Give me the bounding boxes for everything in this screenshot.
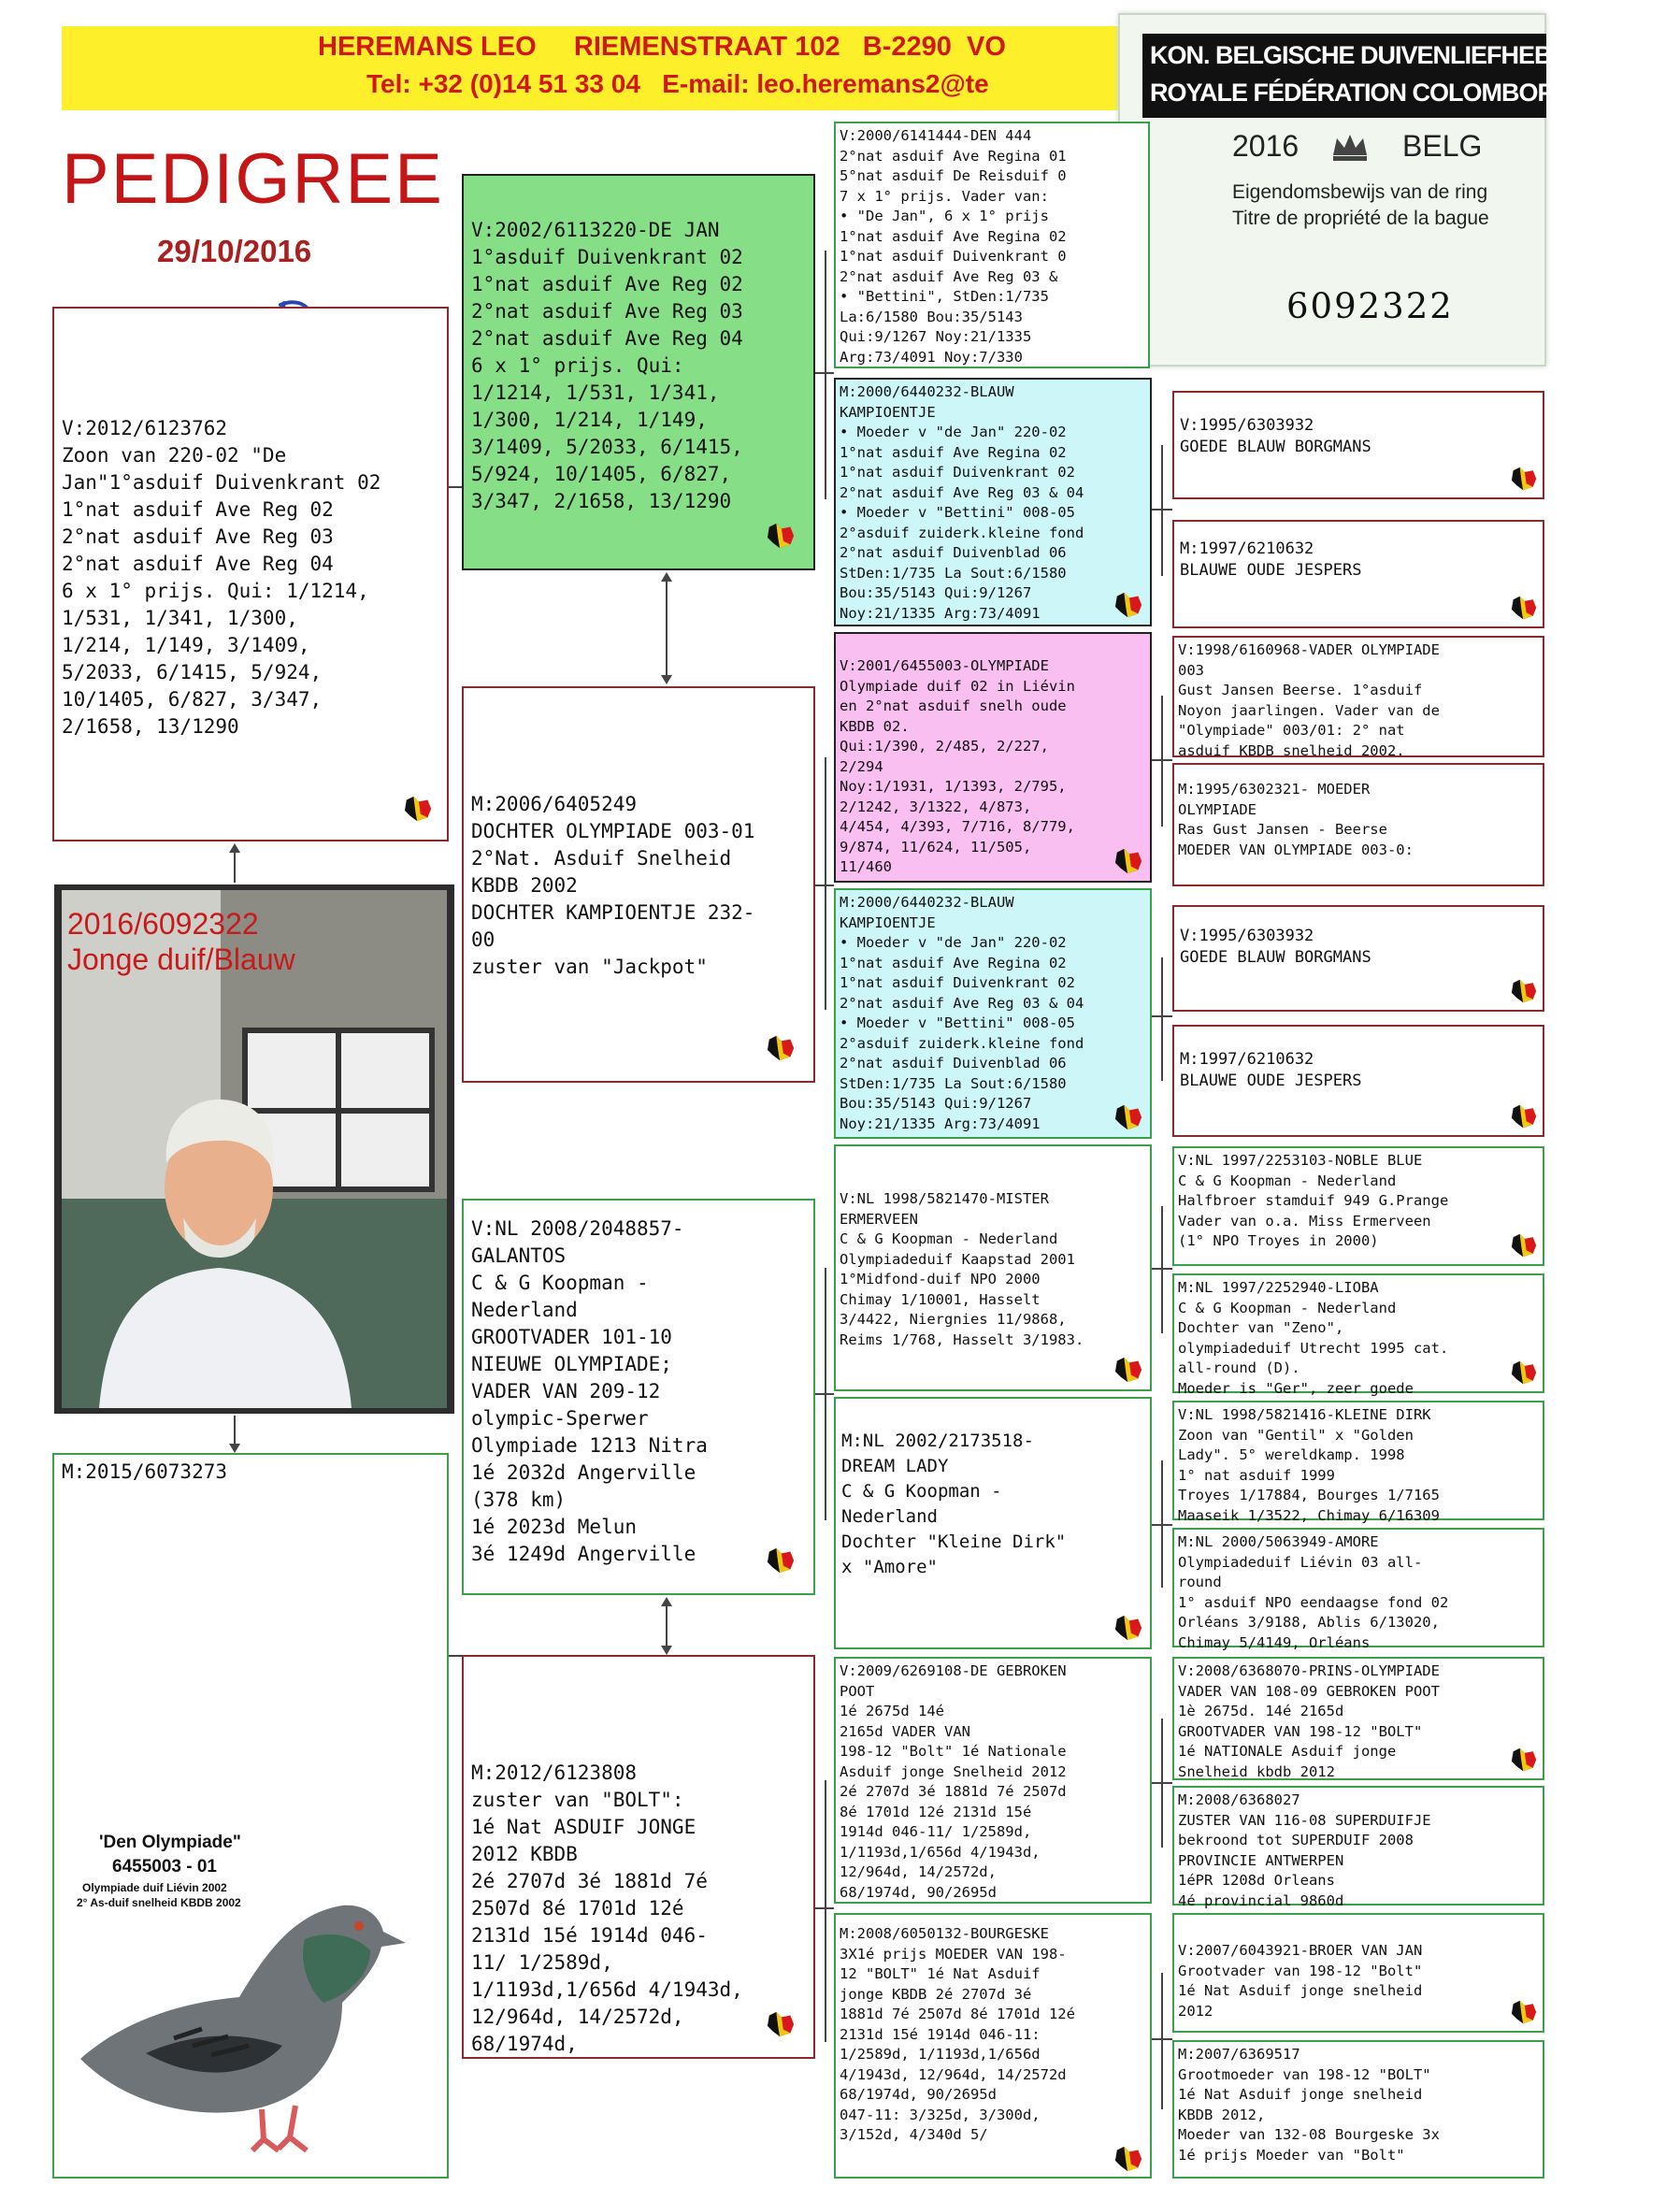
connector-line bbox=[1152, 1268, 1172, 1270]
ring-card-org-fr: ROYALE FÉDÉRATION COLOMBOPHILE BELG bbox=[1150, 79, 1680, 107]
connector-line bbox=[825, 757, 826, 1010]
dam-box: M:2015/6073273 bbox=[52, 1453, 449, 2179]
connector-line bbox=[1152, 2038, 1172, 2040]
ring-number: 6092322 bbox=[1286, 286, 1454, 326]
sddd-box: M:1997/6210632 BLAUWE OUDE JESPERS bbox=[1172, 1025, 1544, 1137]
belgium-flag-icon bbox=[1113, 1103, 1144, 1131]
ddds-box: V:2007/6043921-BROER VAN JAN Grootvader van 198-12 "Bolt" 1é Nat Asduif jonge snelheid 2012 bbox=[1172, 1913, 1544, 2033]
connector-line bbox=[1161, 1206, 1163, 1333]
sire-sire-box: V:2002/6113220-DE JAN 1°asduif Duivenkrant 02 1°nat asduif Ave Reg 02 2°nat asduif Ave Reg 03 2°nat asduif Ave Reg 04 6 x 1° prijs. Qui: 1/1214, 1/531, 1/341, 1/300, 1/214, 1/149, 3/1409, 5/2033, 6/1415, 5/924, 10/1405, 6/827, 3/347, 2/1658, 13/1290 bbox=[462, 174, 815, 570]
belgium-flag-icon bbox=[1113, 847, 1144, 875]
connector-line bbox=[234, 851, 236, 883]
connector-line bbox=[1161, 696, 1163, 827]
connector-line bbox=[825, 1780, 826, 2042]
pigeon-image bbox=[62, 1838, 436, 2165]
connector-line bbox=[449, 486, 462, 488]
ssdd-box: M:1997/6210632 BLAUWE OUDE JESPERS bbox=[1172, 520, 1544, 628]
sdss-box: V:1998/6160968-VADER OLYMPIADE 003 Gust Jansen Beerse. 1°asduif Noyon jaarlingen. Vader van de "Olympiade" 003/01: 2° nat asduif KBDB snelheid 2002. bbox=[1172, 636, 1544, 757]
sdsd-box: M:1995/6302321- MOEDER OLYMPIADE Ras Gust Jansen - Beerse MOEDER VAN OLYMPIADE 003-0: bbox=[1172, 763, 1544, 886]
crown-icon bbox=[1329, 129, 1371, 163]
connector-line bbox=[1152, 1015, 1172, 1017]
belgium-flag-icon bbox=[1113, 1614, 1144, 1642]
sss-box: V:2000/6141444-DEN 444 2°nat asduif Ave Regina 01 5°nat asduif De Reisduif 0 7 x 1° prijs. Vader van: • "De Jan", 6 x 1° prijs 1°nat asduif Ave Regina 02 1°nat asduif Duivenkrant 0 2°nat asduif Ave Reg 03 & • "Bettini", StDen:1/735 La:6/1580 Bou:35/5143 Qui:9/1267 Noy:21/1335 Arg:73/4091 Noy:7/330 bbox=[834, 122, 1150, 368]
belgium-flag-icon bbox=[1509, 1103, 1539, 1129]
belgium-flag-icon bbox=[1509, 1747, 1539, 1773]
dss-box: V:NL 1998/5821470-MISTER ERMERVEEN C & G Koopman - Nederland Olympiadeduif Kaapstad 2001 1°Midfond-duif NPO 2000 Chimay 1/10001, Hasselt 3/4422, Niergnies 11/9868, Reims 1/768, Hasselt 3/1983. bbox=[834, 1144, 1152, 1391]
connector-line bbox=[1152, 1524, 1172, 1526]
ssds-box: V:1995/6303932 GOEDE BLAUW BORGMANS bbox=[1172, 391, 1544, 499]
ssd-box: M:2000/6440232-BLAUW KAMPIOENTJE • Moeder v "de Jan" 220-02 1°nat asduif Ave Regina 02 1°nat asduif Duivenkrant 02 2°nat asduif Ave Reg 03 & 04 • Moeder v "Bettini" 008-05 2°asduif zuiderk.kleine fond 2°nat asduif Duivenblad 06 StDen:1/735 La Sout:6/1580 Bou:35/5143 Qui:9/1267 Noy:21/1335 Arg:73/4091 bbox=[834, 378, 1152, 626]
belgium-flag-icon bbox=[1509, 595, 1539, 621]
belgium-flag-icon bbox=[765, 522, 797, 550]
connector-line bbox=[234, 1416, 236, 1445]
ddsd-box: M:2008/6368027 ZUSTER VAN 116-08 SUPERDUIFJE bekroond tot SUPERDUIF 2008 PROVINCIE ANTWERPEN 1éPR 1208d Orleans 4é provincial 9860d bbox=[1172, 1786, 1544, 1906]
connector-line bbox=[1152, 759, 1172, 761]
dam-dam-box: M:2012/6123808 zuster van "BOLT": 1é Nat ASDUIF JONGE 2012 KBDB 2é 2707d 3é 1881d 7é 2507d 8é 1701d 12é 2131d 15é 1914d 046- 11/ 1/2589d, 1/1193d,1/656d 4/1943d, 12/964d, 14/2572d, 68/1974d, bbox=[462, 1655, 815, 2059]
belgium-flag-icon bbox=[1113, 2145, 1144, 2173]
belgium-flag-icon bbox=[1509, 1999, 1539, 2025]
belgium-flag-icon bbox=[1509, 978, 1539, 1004]
dsdd-box: M:NL 2000/5063949-AMORE Olympiadeduif Liévin 03 all- round 1° asduif NPO eendaagse fond 02 Orléans 3/9188, Ablis 6/13020, Chimay 5/4149, Orléans bbox=[1172, 1528, 1544, 1647]
connector-line bbox=[825, 1268, 826, 1520]
sds-box: V:2001/6455003-OLYMPIADE Olympiade duif 02 in Liévin en 2°nat asduif snelh oude KBDB 02. Qui:1/390, 2/485, 2/227, 2/294 Noy:1/1931, 1/1393, 2/795, 2/1242, 3/1322, 4/873, 4/454, 4/393, 7/716, 8/779, 9/874, 11/624, 11/505, 11/460 bbox=[834, 632, 1152, 883]
connector-line bbox=[1152, 1782, 1172, 1784]
connector-line bbox=[666, 580, 668, 677]
ring-card-year: 2016 bbox=[1232, 129, 1299, 163]
header-line-1: HEREMANS LEO RIEMENSTRAAT 102 B-2290 VO bbox=[318, 32, 1006, 62]
connector-line bbox=[825, 251, 826, 499]
connector-line bbox=[1161, 445, 1163, 576]
bird-ring: 2016/6092322 bbox=[67, 907, 259, 941]
olympiade-caption-name: 'Den Olympiade" bbox=[99, 1833, 241, 1852]
dam-sire-box: V:NL 2008/2048857- GALANTOS C & G Koopman - Nederland GROOTVADER 101-10 NIEUWE OLYMPIADE; VADER VAN 209-12 olympic-Sperwer Olympiade 1213 Nitra 1é 2032d Angerville (378 km) 1é 2023d Melun 3é 1249d Angerville bbox=[462, 1199, 815, 1595]
belgium-flag-icon bbox=[765, 2010, 797, 2038]
belgium-flag-icon bbox=[402, 795, 434, 823]
connector-line bbox=[666, 1604, 668, 1647]
ring-card-country: BELG bbox=[1402, 129, 1483, 163]
ddd-box: M:2008/6050132-BOURGESKE 3X1é prijs MOEDER VAN 198- 12 "BOLT" 1é Nat Asduif jonge KBDB 2é 2707d 3é 1881d 7é 2507d 8é 1701d 12é 2131d 15é 1914d 046-11: 1/2589d, 1/1193d,1/656d 4/1943d, 12/964d, 14/2572d 68/1974d, 90/2695d 047-11: 3/325d, 3/300d, 3/152d, 4/340d 5/ bbox=[834, 1913, 1152, 2179]
ddss-box: V:2008/6368070-PRINS-OLYMPIADE VADER VAN 108-09 GEBROKEN POOT 1è 2675d. 14é 2165d GROOTVADER VAN 198-12 "BOLT" 1é NATIONALE Asduif jonge Snelheid kbdb 2012 bbox=[1172, 1657, 1544, 1780]
connector-line bbox=[1161, 957, 1163, 1081]
belgium-flag-icon bbox=[765, 1546, 797, 1575]
olympiade-caption-line2: 2° As-duif snelheid KBDB 2002 bbox=[77, 1896, 241, 1909]
dsd-box: M:NL 2002/2173518- DREAM LADY C & G Koopman - Nederland Dochter "Kleine Dirk" x "Amore" bbox=[834, 1397, 1152, 1649]
bird-description: Jonge duif/Blauw bbox=[67, 942, 295, 976]
ring-card-org-nl: KON. BELGISCHE DUIVENLIEFHEBBERSBON bbox=[1150, 41, 1672, 69]
belgium-flag-icon bbox=[1113, 591, 1144, 619]
connector-line bbox=[1152, 509, 1172, 511]
ring-card-line-fr: Titre de propriété de la bague bbox=[1232, 208, 1489, 229]
olympiade-caption-line1: Olympiade duif Liévin 2002 bbox=[82, 1881, 227, 1894]
dsds-box: V:NL 1998/5821416-KLEINE DIRK Zoon van "Gentil" x "Golden Lady". 5° wereldkamp. 1998 1° nat asduif 1999 Troyes 1/17884, Bourges 1/7165 Maaseik 1/3522, Chimay 6/16309 bbox=[1172, 1401, 1544, 1520]
page-title: PEDIGREE bbox=[62, 139, 444, 219]
belgium-flag-icon bbox=[1509, 466, 1539, 492]
sdds-box: V:1995/6303932 GOEDE BLAUW BORGMANS bbox=[1172, 905, 1544, 1012]
ring-card-line-nl: Eigendomsbewijs van de ring bbox=[1232, 181, 1488, 203]
belgium-flag-icon bbox=[1509, 1232, 1539, 1258]
olympiade-caption-ring: 6455003 - 01 bbox=[112, 1857, 217, 1877]
header-line-2: Tel: +32 (0)14 51 33 04 E-mail: leo.heremans2@te bbox=[366, 69, 989, 98]
dddd-box: M:2007/6369517 Grootmoeder van 198-12 "BOLT" 1é Nat Asduif jonge snelheid KBDB 2012, Moeder van 132-08 Bourgeske 3x 1é prijs Moeder van "Bolt" bbox=[1172, 2040, 1544, 2179]
connector-line bbox=[449, 1655, 462, 1657]
sire-box: V:2012/6123762 Zoon van 220-02 "De Jan"1°asduif Duivenkrant 02 1°nat asduif Ave Reg 02 2°nat asduif Ave Reg 03 2°nat asduif Ave Reg 04 6 x 1° prijs. Qui: 1/1214, 1/531, 1/341, 1/300, 1/214, 1/149, 3/1409, 5/2033, 6/1415, 5/924, 10/1405, 6/827, 3/347, 2/1658, 13/1290 bbox=[52, 307, 449, 841]
sire-dam-box: M:2006/6405249 DOCHTER OLYMPIADE 003-01 2°Nat. Asduif Snelheid KBDB 2002 DOCHTER KAMPIOENTJE 232- 00 zuster van "Jackpot" bbox=[462, 686, 815, 1083]
dssd-box: M:NL 1997/2252940-LIOBA C & G Koopman - Nederland Dochter van "Zeno", olympiadeduif Utrecht 1995 cat. all-round (D). Moeder is "Ger", zeer goede bbox=[1172, 1273, 1544, 1393]
belgium-flag-icon bbox=[765, 1034, 797, 1062]
pedigree-date: 29/10/2016 bbox=[157, 234, 312, 268]
connector-line bbox=[1161, 1973, 1163, 2109]
dsss-box: V:NL 1997/2253103-NOBLE BLUE C & G Koopman - Nederland Halfbroer stamduif 949 G.Prange Vader van o.a. Miss Ermerveen (1° NPO Troyes in 2000) bbox=[1172, 1146, 1544, 1266]
dds-box: V:2009/6269108-DE GEBROKEN POOT 1é 2675d 14é 2165d VADER VAN 198-12 "Bolt" 1é Nationale Asduif jonge Snelheid 2012 2é 2707d 3é 1881d 7é 2507d 8é 1701d 12é 2131d 15é 1914d 046-11/ 1/2589d, 1/1193d,1/656d 4/1943d, 12/964d, 14/2572d, 68/1974d, 90/2695d bbox=[834, 1657, 1152, 1904]
sdd-box: M:2000/6440232-BLAUW KAMPIOENTJE • Moeder v "de Jan" 220-02 1°nat asduif Ave Regina 02 1°nat asduif Duivenkrant 02 2°nat asduif Ave Reg 03 & 04 • Moeder v "Bettini" 008-05 2°asduif zuiderk.kleine fond 2°nat asduif Duivenblad 06 StDen:1/735 La Sout:6/1580 Bou:35/5143 Qui:9/1267 Noy:21/1335 Arg:73/4091 bbox=[834, 888, 1152, 1139]
belgium-flag-icon bbox=[1509, 1359, 1539, 1386]
belgium-flag-icon bbox=[1113, 1356, 1144, 1384]
